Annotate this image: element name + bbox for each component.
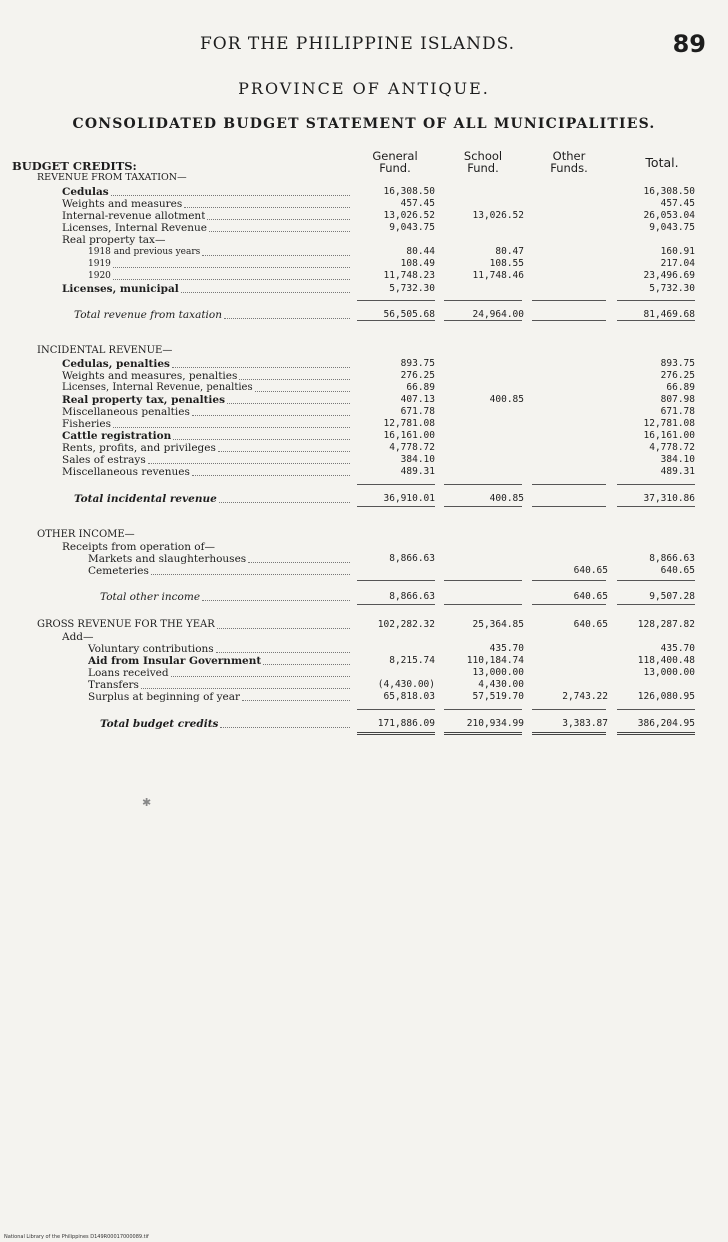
- sum-rule: [444, 300, 522, 301]
- table-row: [0, 591, 728, 603]
- table-row: [0, 493, 728, 505]
- dot-leader: [202, 255, 350, 256]
- row-label: Receipts from operation of—: [62, 541, 216, 553]
- cell-total: 4,778.72: [649, 442, 695, 453]
- cell-general-fund: 457.45: [400, 198, 435, 209]
- row-label: Add—: [62, 631, 94, 643]
- cell-school-fund: 24,964.00: [472, 309, 524, 320]
- cell-school-fund: 11,748.46: [472, 270, 524, 281]
- table-row: [0, 454, 728, 466]
- dot-leader: [255, 391, 350, 392]
- cell-total: 457.45: [660, 198, 695, 209]
- column-header-line: Funds.: [550, 161, 588, 175]
- cell-total: 66.89: [666, 382, 695, 393]
- dot-leader: [173, 439, 350, 440]
- sum-rule: [532, 484, 606, 485]
- table-row: [0, 198, 728, 210]
- double-rule: [444, 732, 522, 735]
- row-label: Sales of estrays: [62, 454, 146, 466]
- cell-school-fund: 210,934.99: [466, 718, 524, 729]
- cell-general-fund: 108.49: [400, 258, 435, 269]
- sum-rule: [532, 320, 606, 321]
- cell-general-fund: 9,043.75: [389, 222, 435, 233]
- cell-other-funds: 640.65: [573, 565, 608, 576]
- table-row: [0, 691, 728, 703]
- row-label: 1919: [88, 259, 111, 269]
- cell-school-fund: 13,000.00: [472, 667, 524, 678]
- dot-leader: [219, 502, 350, 503]
- cell-total: 9,507.28: [649, 591, 695, 602]
- row-label: OTHER INCOME—: [37, 529, 135, 540]
- cell-general-fund: 16,308.50: [383, 186, 435, 197]
- table-row: [0, 529, 728, 541]
- table-row: [0, 186, 728, 198]
- table-row: [0, 406, 728, 418]
- double-rule: [532, 732, 606, 735]
- cell-total: 489.31: [660, 466, 695, 477]
- sum-rule: [617, 484, 695, 485]
- sum-rule: [617, 320, 695, 321]
- double-rule: [357, 732, 435, 735]
- row-label: REVENUE FROM TAXATION—: [37, 172, 187, 183]
- cell-total: 160.91: [660, 246, 695, 257]
- cell-general-fund: 8,866.63: [389, 553, 435, 564]
- dot-leader: [224, 318, 350, 319]
- cell-general-fund: 11,748.23: [383, 270, 435, 281]
- dot-leader: [239, 379, 350, 380]
- sum-rule: [532, 604, 606, 605]
- sum-rule: [617, 709, 695, 710]
- sum-rule: [617, 580, 695, 581]
- cell-school-fund: 110,184.74: [466, 655, 524, 666]
- sum-rule: [532, 300, 606, 301]
- cell-total: 26,053.04: [643, 210, 695, 221]
- cell-total: 13,000.00: [643, 667, 695, 678]
- dot-leader: [141, 688, 350, 689]
- cell-total: 893.75: [660, 358, 695, 369]
- table-row: [0, 258, 728, 270]
- column-header-line: Other: [552, 149, 586, 163]
- dot-leader: [216, 652, 350, 653]
- row-label: Cedulas, penalties: [62, 358, 170, 370]
- sum-rule: [617, 300, 695, 301]
- cell-total: 640.65: [660, 565, 695, 576]
- sum-rule: [444, 484, 522, 485]
- cell-total: 386,204.95: [637, 718, 695, 729]
- table-row: [0, 418, 728, 430]
- table-row: [0, 565, 728, 577]
- row-label: BUDGET CREDITS:: [12, 160, 137, 172]
- cell-general-fund: 489.31: [400, 466, 435, 477]
- sum-rule: [532, 580, 606, 581]
- dot-leader: [113, 267, 350, 268]
- cell-general-fund: 407.13: [400, 394, 435, 405]
- column-header-line: Fund.: [467, 161, 499, 175]
- table-row: [0, 655, 728, 667]
- cell-school-fund: 25,364.85: [472, 619, 524, 630]
- table-row: [0, 382, 728, 394]
- row-label: GROSS REVENUE FOR THE YEAR: [37, 619, 215, 630]
- dot-leader: [184, 207, 350, 208]
- cell-total: 118,400.48: [637, 655, 695, 666]
- cell-general-fund: 5,732.30: [389, 283, 435, 294]
- dot-leader: [151, 574, 350, 575]
- cell-total: 37,310.86: [643, 493, 695, 504]
- column-header-line: Fund.: [379, 161, 411, 175]
- row-label: Total budget credits: [100, 718, 219, 730]
- table-row: [0, 643, 728, 655]
- table-row: [0, 442, 728, 454]
- dot-leader: [218, 451, 350, 452]
- footer-credit: National Library of the Philippines D149R00017000089.tif: [4, 1234, 149, 1240]
- table-row: [0, 246, 728, 258]
- cell-general-fund: 16,161.00: [383, 430, 435, 441]
- dot-leader: [202, 600, 350, 601]
- row-label: 1920: [88, 271, 111, 281]
- cell-general-fund: 102,282.32: [377, 619, 435, 630]
- row-label: 1918 and previous years: [88, 247, 201, 257]
- dot-leader: [209, 231, 350, 232]
- row-label: Weights and measures: [62, 198, 183, 210]
- cell-general-fund: (4,430.00): [377, 679, 435, 690]
- sum-rule: [617, 506, 695, 507]
- row-label: Miscellaneous revenues: [62, 466, 190, 478]
- cell-total: 16,161.00: [643, 430, 695, 441]
- ornament-mark: ✱: [142, 796, 152, 809]
- table-row: [0, 718, 728, 730]
- cell-general-fund: 65,818.03: [383, 691, 435, 702]
- table-row: [0, 679, 728, 691]
- cell-total: 807.98: [660, 394, 695, 405]
- row-label: Cattle registration: [62, 430, 172, 442]
- table-row: [0, 270, 728, 282]
- row-label: Total incidental revenue: [74, 493, 217, 505]
- running-head: FOR THE PHILIPPINE ISLANDS.: [200, 34, 516, 54]
- cell-total: 12,781.08: [643, 418, 695, 429]
- cell-total: 8,866.63: [649, 553, 695, 564]
- cell-school-fund: 80.47: [495, 246, 524, 257]
- row-label: Licenses, Internal Revenue: [62, 222, 207, 234]
- row-label: INCIDENTAL REVENUE—: [37, 345, 173, 356]
- table-row: [0, 619, 728, 631]
- dot-leader: [113, 427, 350, 428]
- dot-leader: [181, 292, 350, 293]
- sum-rule: [357, 484, 435, 485]
- table-row: [0, 172, 728, 184]
- dot-leader: [227, 403, 350, 404]
- table-row: [0, 631, 728, 643]
- row-label: Transfers: [88, 679, 139, 691]
- sum-rule: [357, 709, 435, 710]
- cell-general-fund: 56,505.68: [383, 309, 435, 320]
- cell-total: 671.78: [660, 406, 695, 417]
- table-row: [0, 222, 728, 234]
- cell-general-fund: 4,778.72: [389, 442, 435, 453]
- cell-school-fund: 400.85: [489, 394, 524, 405]
- dot-leader: [192, 415, 350, 416]
- row-label: Real property tax, penalties: [62, 394, 225, 406]
- table-row: [0, 430, 728, 442]
- row-label: Licenses, Internal Revenue, penalties: [62, 382, 253, 393]
- cell-school-fund: 13,026.52: [472, 210, 524, 221]
- cell-total: 23,496.69: [643, 270, 695, 281]
- page-header: [0, 30, 728, 64]
- sum-rule: [444, 506, 522, 507]
- cell-general-fund: 276.25: [400, 370, 435, 381]
- cell-school-fund: 4,430.00: [478, 679, 524, 690]
- cell-total: 5,732.30: [649, 283, 695, 294]
- sum-rule: [532, 506, 606, 507]
- cell-total: 217.04: [660, 258, 695, 269]
- row-label: Miscellaneous penalties: [62, 406, 190, 418]
- double-rule: [617, 732, 695, 735]
- table-row: [0, 370, 728, 382]
- table-row: [0, 358, 728, 370]
- table-row: [0, 553, 728, 565]
- cell-general-fund: 36,910.01: [383, 493, 435, 504]
- sum-rule: [617, 604, 695, 605]
- table-row: [0, 541, 728, 553]
- sum-rule: [444, 320, 522, 321]
- cell-total: 276.25: [660, 370, 695, 381]
- cell-general-fund: 12,781.08: [383, 418, 435, 429]
- sum-rule: [444, 580, 522, 581]
- row-label: Total revenue from taxation: [74, 309, 222, 321]
- cell-total: 435.70: [660, 643, 695, 654]
- row-label: Internal-revenue allotment: [62, 210, 206, 222]
- cell-other-funds: 2,743.22: [562, 691, 608, 702]
- cell-total: 384.10: [660, 454, 695, 465]
- cell-general-fund: 13,026.52: [383, 210, 435, 221]
- table-row: [0, 210, 728, 222]
- dot-leader: [248, 562, 350, 563]
- province-title: PROVINCE OF ANTIQUE.: [238, 79, 490, 98]
- table-row: [0, 466, 728, 478]
- cell-general-fund: 80.44: [406, 246, 435, 257]
- dot-leader: [220, 727, 350, 728]
- row-label: Voluntary contributions: [88, 643, 214, 655]
- table-row: [0, 345, 728, 357]
- cell-school-fund: 435.70: [489, 643, 524, 654]
- cell-total: 126,080.95: [637, 691, 695, 702]
- dot-leader: [148, 463, 350, 464]
- sum-rule: [444, 709, 522, 710]
- row-label: Loans received: [88, 667, 169, 679]
- column-header-line: Total.: [645, 155, 679, 170]
- cell-total: 9,043.75: [649, 222, 695, 233]
- sum-rule: [357, 320, 435, 321]
- cell-total: 16,308.50: [643, 186, 695, 197]
- row-label: Cedulas: [62, 186, 109, 198]
- cell-general-fund: 66.89: [406, 382, 435, 393]
- cell-school-fund: 400.85: [489, 493, 524, 504]
- column-header-line: General: [372, 149, 418, 163]
- table-row: [0, 234, 728, 246]
- table-row: [0, 283, 728, 295]
- cell-other-funds: 640.65: [573, 619, 608, 630]
- dot-leader: [192, 475, 350, 476]
- row-label: Fisheries: [62, 418, 111, 430]
- table-row: [0, 394, 728, 406]
- cell-other-funds: 640.65: [573, 591, 608, 602]
- statement-title: CONSOLIDATED BUDGET STATEMENT OF ALL MUNICIPALITIES.: [72, 116, 656, 132]
- cell-general-fund: 893.75: [400, 358, 435, 369]
- cell-general-fund: 8,866.63: [389, 591, 435, 602]
- sum-rule: [532, 709, 606, 710]
- row-label: Real property tax—: [62, 234, 166, 246]
- dot-leader: [242, 700, 350, 701]
- row-label: Rents, profits, and privileges: [62, 442, 216, 454]
- sum-rule: [444, 604, 522, 605]
- dot-leader: [217, 628, 350, 629]
- sum-rule: [357, 604, 435, 605]
- cell-school-fund: 57,519.70: [472, 691, 524, 702]
- dot-leader: [111, 195, 350, 196]
- cell-school-fund: 108.55: [489, 258, 524, 269]
- row-label: Cemeteries: [88, 565, 149, 577]
- dot-leader: [113, 279, 350, 280]
- cell-general-fund: 384.10: [400, 454, 435, 465]
- row-label: Weights and measures, penalties: [62, 370, 238, 382]
- dot-leader: [171, 676, 350, 677]
- row-label: Aid from Insular Government: [88, 655, 262, 667]
- sum-rule: [357, 300, 435, 301]
- cell-total: 128,287.82: [637, 619, 695, 630]
- cell-general-fund: 8,215.74: [389, 655, 435, 666]
- page-number: 89: [672, 30, 706, 58]
- table-row: [0, 160, 728, 175]
- table-row: [0, 667, 728, 679]
- row-label: Surplus at beginning of year: [88, 691, 241, 703]
- row-label: Markets and slaughterhouses: [88, 553, 247, 565]
- dot-leader: [172, 367, 350, 368]
- cell-other-funds: 3,383.87: [562, 718, 608, 729]
- sum-rule: [357, 580, 435, 581]
- column-header-line: School: [463, 149, 503, 163]
- dot-leader: [207, 219, 350, 220]
- row-label: Total other income: [100, 591, 201, 603]
- row-label: Licenses, municipal: [62, 283, 179, 295]
- cell-general-fund: 171,886.09: [377, 718, 435, 729]
- sum-rule: [357, 506, 435, 507]
- dot-leader: [263, 664, 350, 665]
- cell-general-fund: 671.78: [400, 406, 435, 417]
- cell-total: 81,469.68: [643, 309, 695, 320]
